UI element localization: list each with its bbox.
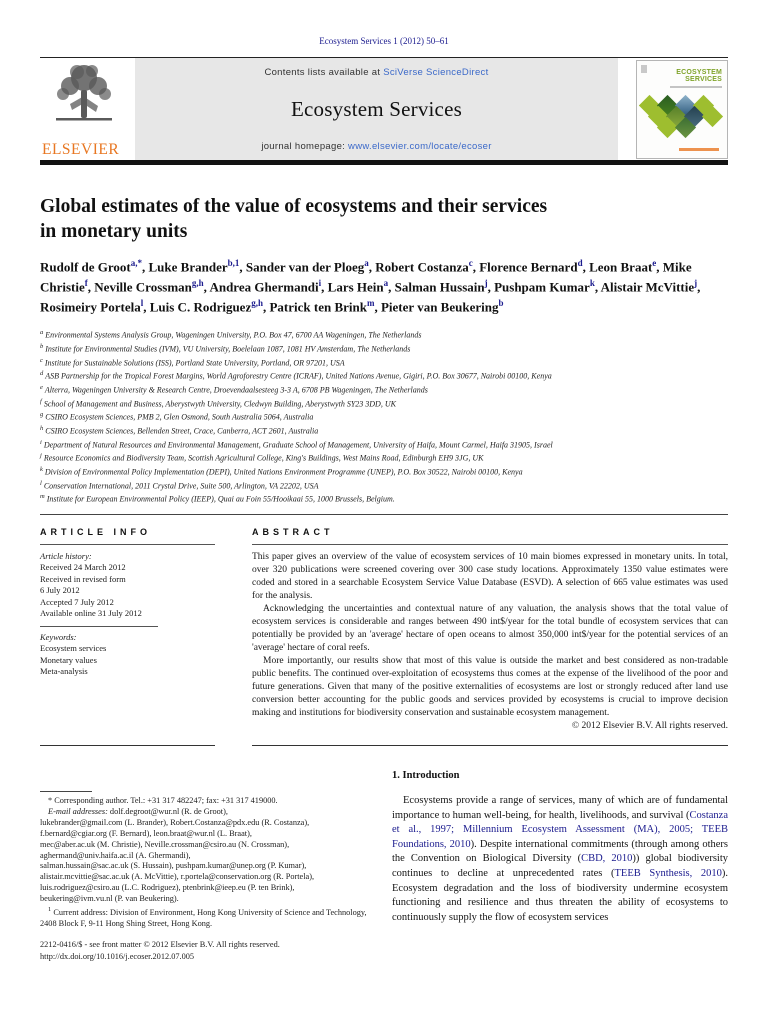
article-title xyxy=(40,195,728,245)
cover-footer-placeholder xyxy=(679,148,719,151)
author-list xyxy=(40,257,728,318)
text-segment: , Sander van der Ploeg xyxy=(239,259,365,275)
affiliation-superscript: b xyxy=(40,343,44,351)
info-abstract-row xyxy=(40,527,728,746)
abstract-paragraph: This paper gives an overview of the value of ecosystem services of 10 main biomes expressed in monetary units. In total, over 320 publications were screened covering over 300 case study locations. Approximately 1350 value estimates were coded and stored in a searchable Ecosystem Service Value Database (ESVD). A selection of 665 value estimates was used for the analysis. xyxy=(252,551,728,601)
email-line: f.bernard@cgiar.org (F. Bernard), leon.braat@wur.nl (L. Braat), xyxy=(40,828,252,838)
masthead-divider-bar xyxy=(40,160,728,165)
text-segment: d xyxy=(577,257,583,268)
copyright-line: © 2012 Elsevier B.V. All rights reserved. xyxy=(571,720,728,731)
text-segment: , Florence Bernard xyxy=(472,259,578,275)
journal-name: Ecosystem Services xyxy=(291,97,462,121)
citation-link[interactable]: TEEB Synthesis, 2010 xyxy=(614,867,722,879)
affiliation-text: CSIRO Ecosystem Sciences, Bellenden Street, Crace, Canberra, ACT 2601, Australia xyxy=(45,426,319,436)
article-history-label: Article history: xyxy=(40,550,92,561)
affiliation-item xyxy=(40,382,728,396)
article-info-mid-rule xyxy=(40,626,158,627)
elsevier-logo xyxy=(40,58,135,160)
email-line: luis.rodriguez@csiro.au (L.C. Rodriguez), ptenbrink@ieep.eu (P. ten Brink), xyxy=(40,883,295,893)
text-segment: , Rosimeiry Portela xyxy=(40,279,701,315)
email-line: aghermand@univ.haifa.ac.il (A. Ghermandi), xyxy=(40,850,191,860)
text-segment: , Neville Crossman xyxy=(87,279,192,295)
journal-cover-cell xyxy=(618,58,728,160)
contents-prefix: Contents lists available at xyxy=(264,67,384,78)
affiliation-superscript: c xyxy=(40,356,43,364)
corresponding-author-note: * Corresponding author. Tel.: +31 317 482247; fax: +31 317 419000. xyxy=(48,796,278,805)
affiliation-text: Institute for Sustainable Solutions (ISS), Portland State University, Portland, OR 97201, USA xyxy=(44,358,345,368)
affiliation-item xyxy=(40,355,728,369)
footnotes-section xyxy=(40,791,374,930)
affiliation-text: Resource Economics and Biodiversity Team, Scottish Agricultural College, King's Buildings, West Mains Road, Edinburgh EH9 3JG, UK xyxy=(43,453,484,463)
journal-homepage-link[interactable]: www.elsevier.com/locate/ecoser xyxy=(348,141,492,152)
abstract-section xyxy=(252,527,728,746)
affiliation-text: Alterra, Wageningen University & Research Centre, Droevendaalsesteeg 3-3 A, 6708 PB Wageningen, The Netherlands xyxy=(44,385,428,395)
email-line: mec@aber.ac.uk (M. Christie), Neville.crossman@csiro.au (N. Crossman), xyxy=(40,839,290,849)
email-line: alistair.mcvittie@sac.ac.uk (A. McVittie), r.portela@conservation.org (R. Portela), xyxy=(40,872,315,882)
affiliation-item xyxy=(40,464,728,478)
text-segment: , Lars Hein xyxy=(321,279,384,295)
text-segment: dolf.degroot@wur.nl (R. de Groot), xyxy=(109,806,228,816)
keywords-label: Keywords: xyxy=(40,631,77,642)
text-segment: j xyxy=(484,278,488,289)
affiliation-text: Department of Natural Resources and Environmental Management, Graduate School of Management, University of Haifa, Mount Carmel, Haifa 31905, Israel xyxy=(43,440,553,450)
cover-diamond-pattern xyxy=(639,93,725,139)
text-segment: E-mail addresses: xyxy=(48,806,110,816)
sciverse-sciencedirect-link[interactable]: SciVerse ScienceDirect xyxy=(383,67,489,78)
text-segment: , Patrick ten Brink xyxy=(262,299,367,315)
text-segment: Current address: Division of Environment, Hong Kong University of Science and Technology, 2408 Block F, 9-11 Hong Shing Street, Hong Kong. xyxy=(40,907,367,928)
article-info-header: ARTICLE INFO xyxy=(40,526,151,537)
article-info-section xyxy=(40,527,215,746)
email-line: lukebrander@gmail.com (L. Brander), Robert.Costanza@pdx.edu (R. Costanza), xyxy=(40,817,310,827)
affiliation-superscript: h xyxy=(40,425,44,433)
affiliation-item xyxy=(40,368,728,382)
text-segment: g,h xyxy=(251,298,263,309)
section-heading-introduction: 1. Introduction xyxy=(392,770,460,781)
article-title-line: in monetary units xyxy=(40,220,188,242)
email-address-lines xyxy=(40,818,374,905)
affiliation-item xyxy=(40,409,728,423)
cover-subtitle-placeholder xyxy=(670,86,722,88)
article-history-lines xyxy=(40,562,215,620)
introduction-paragraph xyxy=(392,794,728,925)
text-segment: a xyxy=(383,278,389,289)
homepage-line xyxy=(139,141,614,152)
email-line: salman.hussain@sac.ac.uk (S. Hussain), pushpam.kumar@unep.org (P. Kumar), xyxy=(40,861,307,871)
history-line: 6 July 2012 xyxy=(40,585,80,596)
text-segment: , Pushpam Kumar xyxy=(487,279,590,295)
text-segment: c xyxy=(468,257,473,268)
doi-link[interactable]: http://dx.doi.org/10.1016/j.ecoser.2012.07.005 xyxy=(40,951,195,961)
article-identifiers xyxy=(40,939,280,962)
affiliation-text: School of Management and Business, Aberystwyth University, Cledwyn Building, Aberystwyth SY23 3DD, UK xyxy=(43,399,396,409)
cover-title: ECOSYSTEM SERVICES xyxy=(676,68,722,83)
affiliation-text: Institute for Environmental Studies (IVM), VU University, Boelelaan 1087, 1081 HV Amsterdam, The Netherlands xyxy=(45,344,411,354)
affiliation-superscript: j xyxy=(40,452,42,460)
abstract-paragraph: More importantly, our results show that most of this value is outside the market and best considered as non-tradable public benefits. The continued over-exploitation of ecosystems thus comes at the expense of the livelihood of the poor and future generations. Given that many of the positive externalities of ecosystems are lost or strongly reduced after land use conversion better accounting for the public goods and services provided by ecosystems is crucial to improve decision making and institutions for biodiversity conservation and sustainable ecosystem management. xyxy=(252,655,728,718)
text-segment: b,1 xyxy=(227,257,240,268)
keyword-list xyxy=(40,643,215,678)
affiliation-superscript: d xyxy=(40,370,44,378)
text-segment: , Leon Braat xyxy=(582,259,653,275)
elsevier-tree-icon xyxy=(48,60,120,134)
citation-link[interactable]: CBD, 2010 xyxy=(581,853,633,865)
history-line: Received in revised form xyxy=(40,573,126,584)
masthead xyxy=(40,57,728,160)
affiliation-superscript: a xyxy=(40,329,44,337)
text-segment: ). Despite international commitments (through among others the Convention on Biological Diversity ( xyxy=(392,838,728,865)
affiliation-item xyxy=(40,478,728,492)
email-line: beukering@ivm.vu.nl (P. van Beukering). xyxy=(40,894,179,904)
footnote-rule xyxy=(40,791,92,792)
text-segment: , Andrea Ghermandi xyxy=(203,279,319,295)
affiliation-item xyxy=(40,423,728,437)
history-line: Available online 31 July 2012 xyxy=(40,608,142,619)
homepage-prefix: journal homepage: xyxy=(261,141,349,152)
affiliation-item xyxy=(40,341,728,355)
current-address-note xyxy=(40,905,374,930)
history-line: Received 24 March 2012 xyxy=(40,562,126,573)
affiliation-superscript: i xyxy=(40,438,42,446)
text-segment: j xyxy=(694,278,698,289)
text-segment: g,h xyxy=(191,278,204,289)
text-segment: 1 xyxy=(48,906,52,914)
text-segment: a,* xyxy=(130,257,143,268)
abstract-paragraph: Acknowledging the uncertainties and contextual nature of any valuation, the analysis shows that the total value of ecosystem services is considerable and ranges between 490 int$/year for the total bundle of ecosystem services that can potentially be provided by an 'average' hectare of open oceans to almost 350,000 int$/year for the potential services of an 'average' hectare of coral reefs. xyxy=(252,603,728,653)
text-segment: , Alistair McVittie xyxy=(594,279,695,295)
text-segment: , Pieter van Beukering xyxy=(374,299,499,315)
text-segment: , Mike Christie xyxy=(40,259,692,295)
journal-cover xyxy=(636,60,728,159)
affiliation-text: Conservation International, 2011 Crystal Drive, Suite 500, Arlington, VA 22202, USA xyxy=(43,481,319,491)
abstract-body xyxy=(252,551,728,720)
affiliation-text: CSIRO Ecosystem Sciences, PMB 2, Glen Osmond, South Australia 5064, Australia xyxy=(45,413,314,423)
affiliation-item xyxy=(40,327,728,341)
text-segment: e xyxy=(652,257,657,268)
affiliation-text: ASB Partnership for the Tropical Forest Margins, World Agroforestry Centre (ICRAF), United Nations Avenue, Gigiri, P.O. Box 30677, Nairobi 00100, Kenya xyxy=(45,372,552,382)
contents-line xyxy=(139,67,614,78)
affiliation-item xyxy=(40,437,728,451)
text-segment: , Robert Costanza xyxy=(368,259,469,275)
text-segment: Ecosystems provide a range of services, many of which are of fundamental importance to human well-being, for health, livelihoods, and survival ( xyxy=(392,795,728,821)
introduction-section xyxy=(392,770,728,925)
text-segment: a xyxy=(364,257,369,268)
history-line: Accepted 7 July 2012 xyxy=(40,596,114,607)
section-divider-rule xyxy=(40,514,728,515)
email-addresses-intro xyxy=(40,807,374,818)
affiliation-superscript: l xyxy=(40,479,42,487)
affiliation-superscript: g xyxy=(40,411,44,419)
affiliation-text: Division of Environmental Policy Implementation (DEPI), United Nations Environment Programme (UNEP), P.O. Box 30522, Nairobi 00100, Kenya xyxy=(44,467,523,477)
text-segment: k xyxy=(589,278,595,289)
keyword-item: Monetary values xyxy=(40,654,97,665)
text-segment: b xyxy=(498,298,504,309)
text-segment: f xyxy=(84,278,88,289)
affiliation-superscript: f xyxy=(40,397,42,405)
text-segment: , Luis C. Rodriguez xyxy=(143,299,252,315)
affiliation-superscript: e xyxy=(40,384,43,392)
text-segment: l xyxy=(140,298,144,309)
article-info-header-rule xyxy=(40,544,215,545)
affiliation-superscript: m xyxy=(40,493,45,501)
text-segment: m xyxy=(366,298,375,309)
masthead-center xyxy=(135,58,618,160)
publisher-wordmark: ELSEVIER xyxy=(42,141,120,158)
journal-reference: Ecosystem Services 1 (2012) 50–61 xyxy=(319,36,449,46)
affiliation-item xyxy=(40,396,728,410)
affiliation-list xyxy=(40,327,728,505)
affiliation-superscript: k xyxy=(40,465,43,473)
affiliation-text: Institute for European Environmental Policy (IEEP), Quai au Foin 55/Hooikaai 55, 1000 Brussels, Belgium. xyxy=(46,494,395,504)
article-title-line: Global estimates of the value of ecosystems and their services xyxy=(40,196,548,217)
text-segment: , Luke Brander xyxy=(142,259,228,275)
affiliation-text: Environmental Systems Analysis Group, Wageningen University, P.O. Box 47, 6700 AA Wageningen, The Netherlands xyxy=(45,331,422,341)
abstract-header: ABSTRACT xyxy=(252,526,334,537)
text-segment: , Salman Hussain xyxy=(388,279,485,295)
text-segment: ). Ecosystem degradation and the loss of biodiversity undermine ecosystem functioning and resilience and thus threaten the ability of ecosystems to continuously supply the flow of ecosystem services xyxy=(392,867,728,923)
keyword-item: Meta-analysis xyxy=(40,666,88,677)
keyword-item: Ecosystem services xyxy=(40,643,107,654)
affiliation-item xyxy=(40,491,728,505)
issn-line: 2212-0416/$ - see front matter © 2012 Elsevier B.V. All rights reserved. xyxy=(40,940,280,949)
text-segment: i xyxy=(318,278,322,289)
text-segment: Rudolf de Groot xyxy=(40,259,131,275)
text-segment: )) global biodiversity continues to decline at unprecedented rates ( xyxy=(392,853,728,879)
affiliation-item xyxy=(40,450,728,464)
citation-link[interactable]: Costanza et al., 1997; Millennium Ecosystem Assessment (MA), 2005; TEEB Foundations, 2010 xyxy=(392,809,728,850)
cover-publisher-mark xyxy=(641,65,647,73)
abstract-header-rule xyxy=(252,544,728,545)
